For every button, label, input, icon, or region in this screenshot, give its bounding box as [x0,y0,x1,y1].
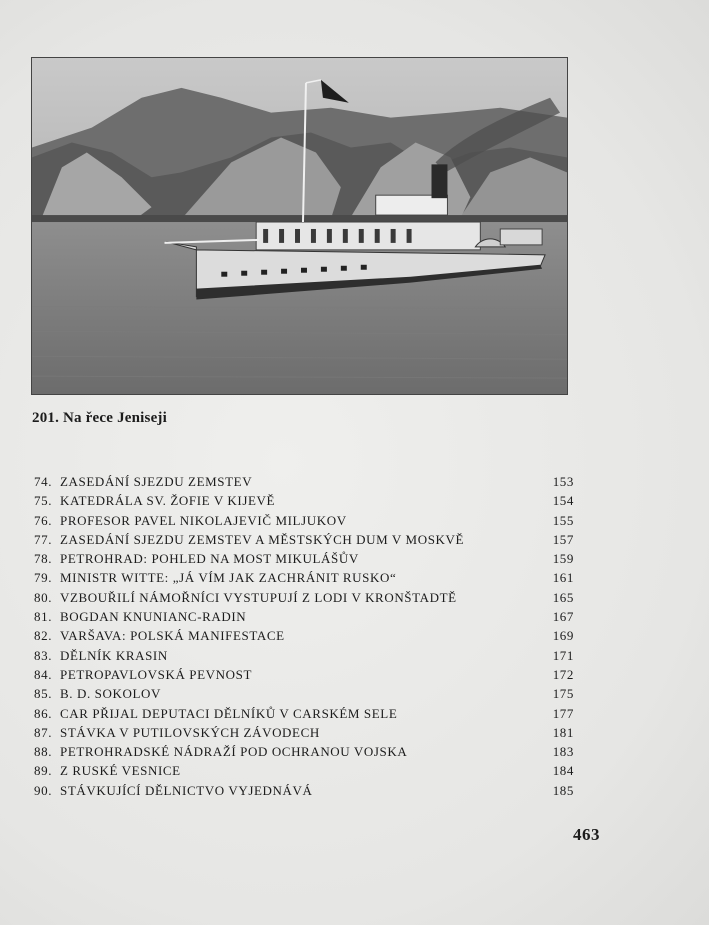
toc-entry-page: 177 [552,705,574,721]
toc-entry [34,704,574,723]
toc-entry-number: 85. [34,686,53,702]
toc-entry [34,626,574,645]
toc-entry-number: 77. [34,531,53,547]
page-number: 463 [573,825,600,844]
toc-entry [34,781,574,800]
toc-entry-number: 79. [34,570,53,586]
toc-entry-number: 88. [34,744,53,760]
toc-entry-title: DĚLNÍK KRASIN [60,647,168,663]
toc-entry-title: ZASEDÁNÍ SJEZDU ZEMSTEV A MĚSTSKÝCH DUM V MOSKVĚ [60,531,465,547]
toc-entry [34,511,574,530]
figure-caption: 201. Na řece Jeniseji [32,410,167,426]
toc-entry [34,588,574,607]
toc-entry-page: 154 [552,493,574,509]
toc-entry-page: 161 [552,570,574,586]
toc-entry [34,761,574,780]
toc-entry-title: MINISTR WITTE: „JÁ VÍM JAK ZACHRÁNIT RUSKO“ [60,570,397,586]
toc-entry [34,530,574,549]
toc-entry-title: STÁVKUJÍCÍ DĚLNICTVO VYJEDNÁVÁ [60,782,313,798]
toc-entry [34,568,574,587]
toc-entry [34,549,574,568]
toc-entry-number: 87. [34,724,53,740]
toc-entry-page: 184 [552,763,574,779]
toc-entry-title: KATEDRÁLA SV. ŽOFIE V KIJEVĚ [60,493,276,509]
steamboat-illustration [32,58,567,394]
toc-entry-number: 82. [34,628,53,644]
toc-entry-page: 169 [552,628,574,644]
toc-entry-title: PROFESOR PAVEL NIKOLAJEVIČ MILJUKOV [60,512,347,528]
toc-entry-number: 90. [34,782,53,798]
toc-entry-number: 83. [34,647,53,663]
toc-entry-title: VZBOUŘILÍ NÁMOŘNÍCI VYSTUPUJÍ Z LODI V KRONŠTADTĚ [60,589,457,605]
toc-entry-title: VARŠAVA: POLSKÁ MANIFESTACE [60,628,285,644]
toc-entry-title: STÁVKA V PUTILOVSKÝCH ZÁVODECH [60,724,320,740]
toc-entry-number: 75. [34,493,53,509]
toc-entry-title: PETROHRAD: POHLED NA MOST MIKULÁŠŮV [60,551,359,567]
toc-entry [34,472,574,491]
toc-entry-title: CAR PŘIJAL DEPUTACI DĚLNÍKŮ V CARSKÉM SELE [60,705,398,721]
toc-entry-page: 155 [552,512,574,528]
toc-entry-page: 181 [552,724,574,740]
toc-entry [34,607,574,626]
toc-entry-page: 153 [552,474,574,489]
toc-entry-page: 167 [552,609,574,625]
toc-entry-number: 84. [34,666,53,682]
toc-entry [34,742,574,761]
toc-entry-title: B. D. SOKOLOV [60,686,161,702]
steamboat-photo [31,57,568,395]
toc-entry-title: PETROHRADSKÉ NÁDRAŽÍ POD OCHRANOU VOJSKA [60,744,408,760]
toc-entry-number: 89. [34,763,53,779]
toc-entry-page: 165 [552,589,574,605]
toc-entry [34,723,574,742]
toc-entry-number: 74. [34,474,53,489]
toc-entry-page: 157 [552,531,574,547]
toc-entry-title: BOGDAN KNUNIANC-RADIN [60,609,247,625]
toc-entry-title: PETROPAVLOVSKÁ PEVNOST [60,666,252,682]
toc-entry-number: 86. [34,705,53,721]
toc-entry-number: 78. [34,551,53,567]
toc-entry-page: 183 [552,744,574,760]
toc-entry-page: 159 [552,551,574,567]
toc-entry-page: 171 [552,647,574,663]
table-of-illustrations [34,472,574,800]
toc-entry-number: 80. [34,589,53,605]
toc-entry [34,684,574,703]
toc-entry-title: Z RUSKÉ VESNICE [60,763,181,779]
toc-entry-number: 81. [34,609,53,625]
toc-entry-page: 175 [552,686,574,702]
toc-entry [34,646,574,665]
toc-entry-number: 76. [34,512,53,528]
toc-entry-page: 172 [552,666,574,682]
toc-entry-title: ZASEDÁNÍ SJEZDU ZEMSTEV [60,474,253,489]
toc-entry-page: 185 [552,782,574,798]
toc-entry [34,665,574,684]
toc-entry [34,491,574,510]
